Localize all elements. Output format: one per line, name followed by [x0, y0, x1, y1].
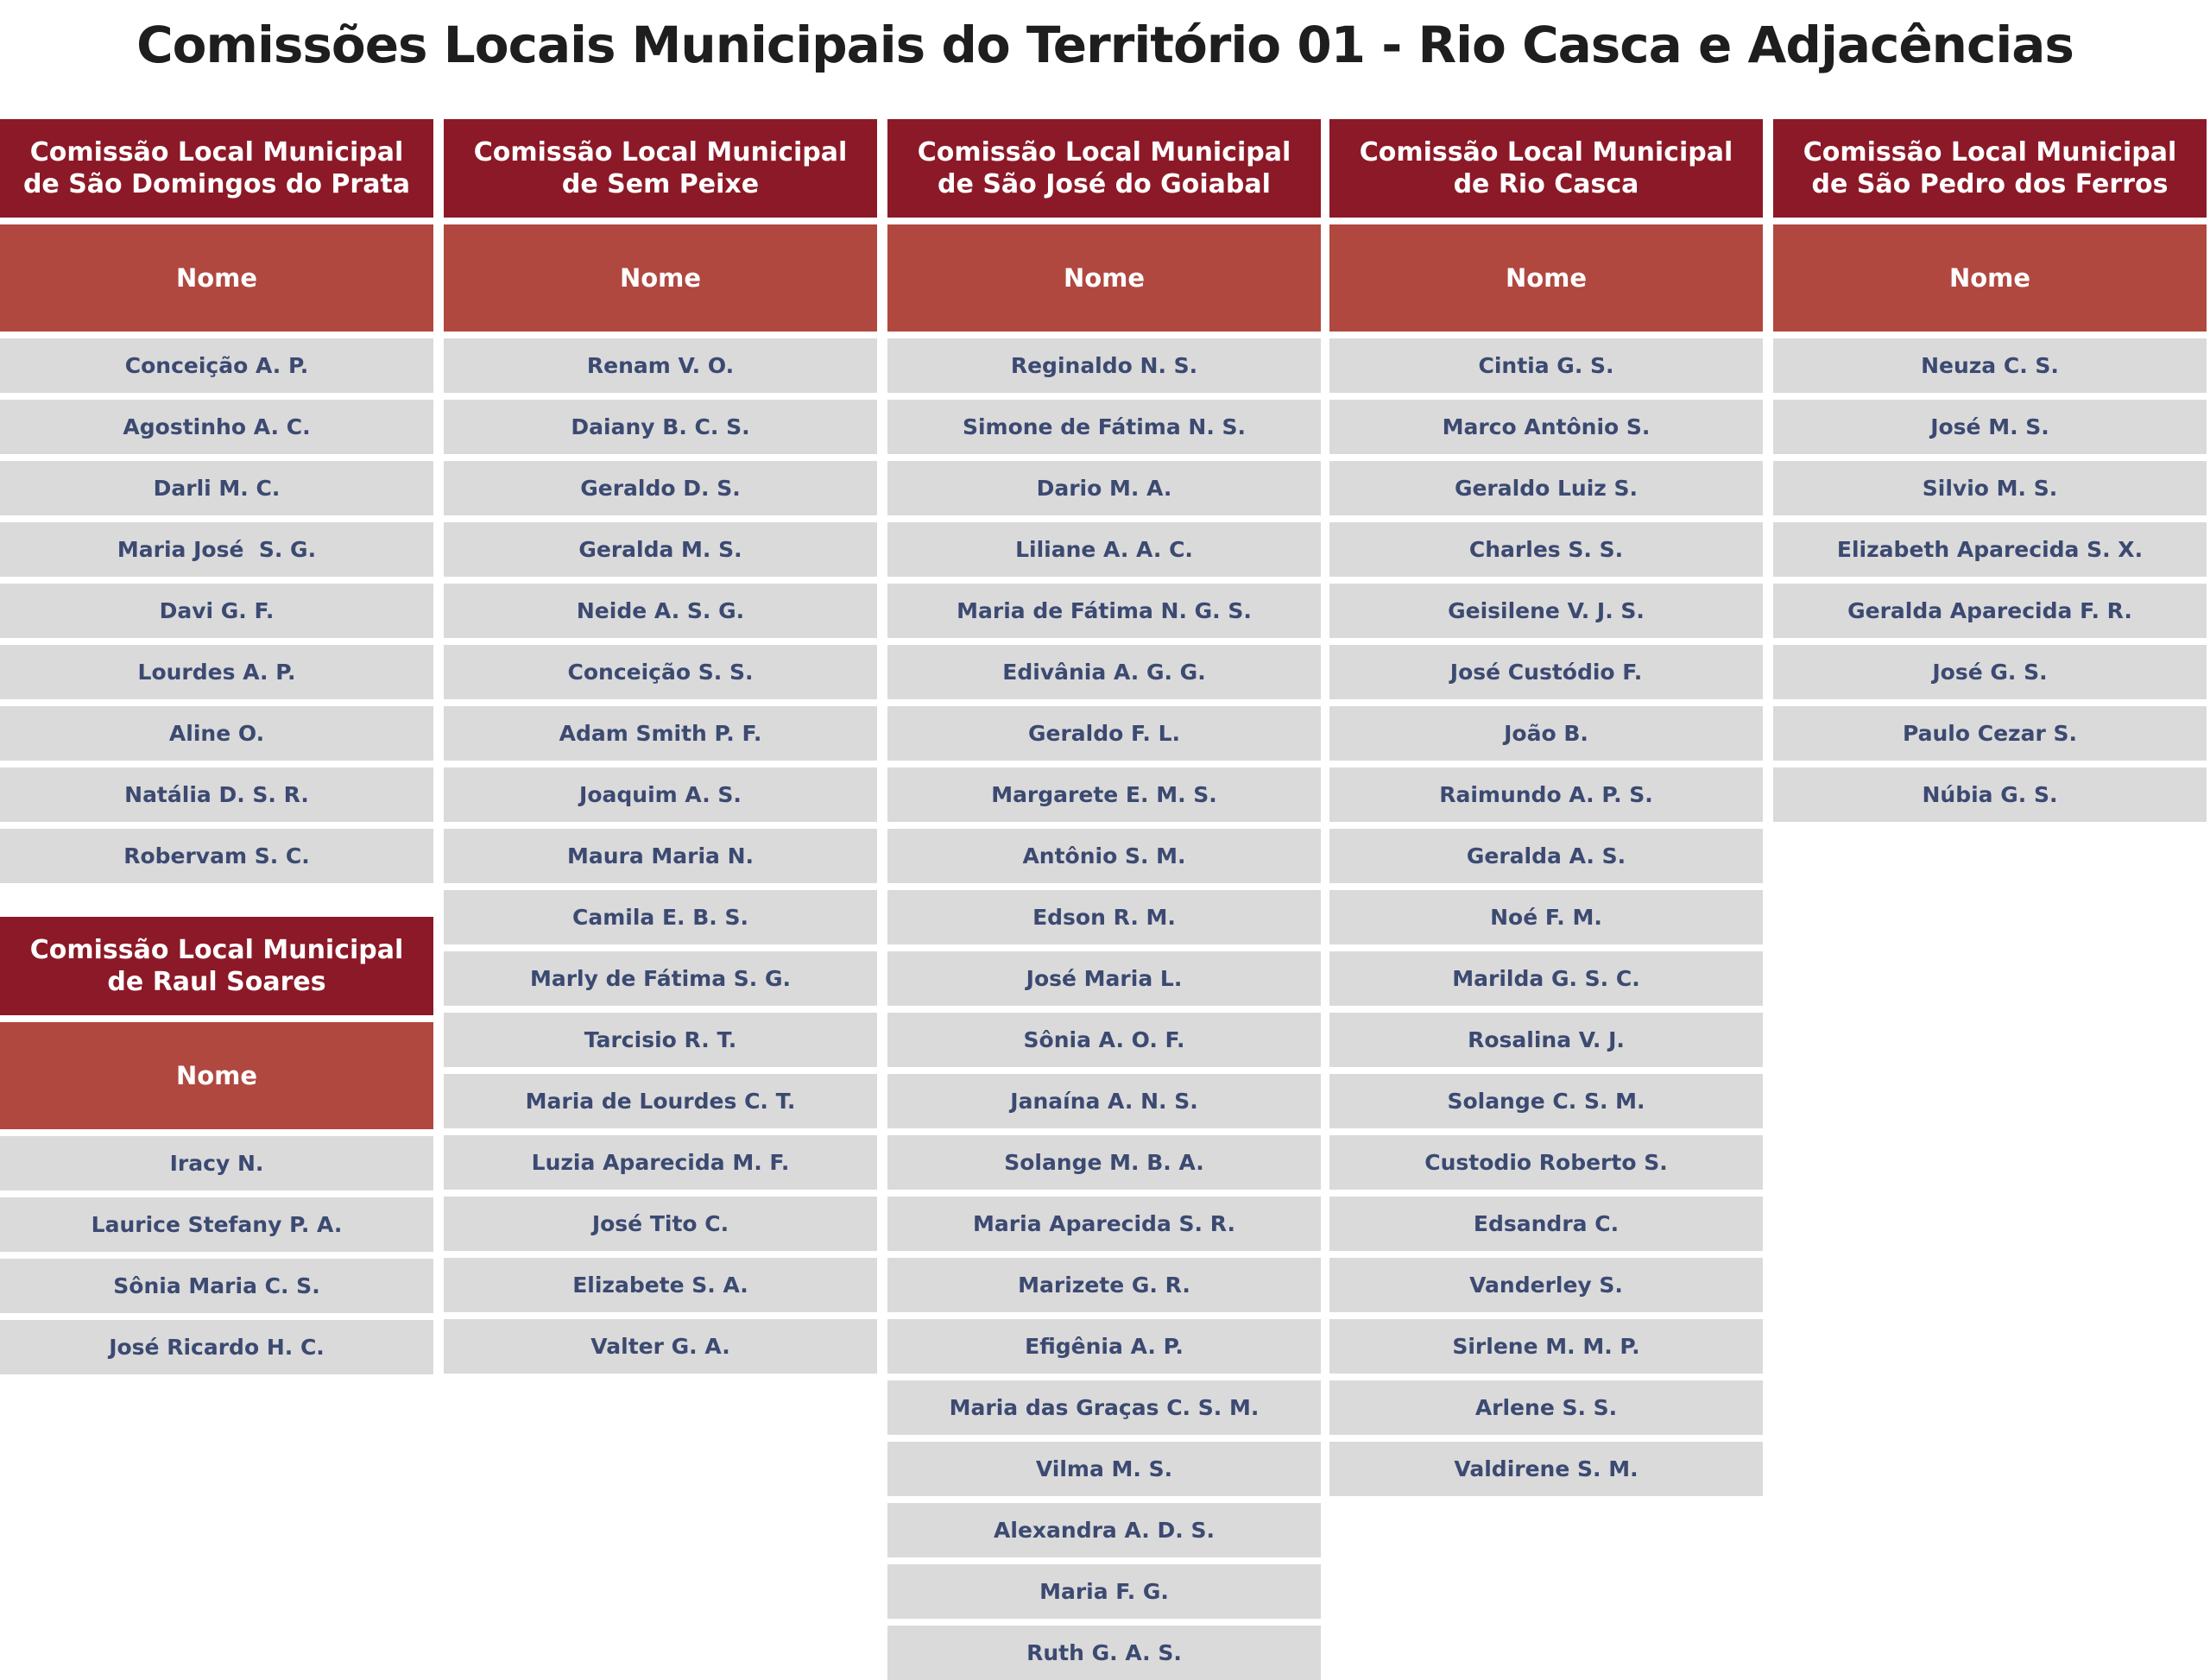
member-name-row: Joaquim A. S.: [444, 767, 877, 822]
commission-table-rio-casca: [1329, 119, 1763, 1496]
member-name-row: Efigênia A. P.: [887, 1319, 1321, 1374]
member-name-row: Maria Aparecida S. R.: [887, 1197, 1321, 1251]
member-name-row: Camila E. B. S.: [444, 890, 877, 944]
member-name-row: Daiany B. C. S.: [444, 400, 877, 454]
member-name-row: Laurice Stefany P. A.: [0, 1197, 433, 1252]
member-name-row: Geraldo F. L.: [887, 706, 1321, 761]
member-name-row: Adam Smith P. F.: [444, 706, 877, 761]
member-name-row: Renam V. O.: [444, 338, 877, 393]
member-name-row: Geralda Aparecida F. R.: [1773, 584, 2207, 638]
member-name-row: José M. S.: [1773, 400, 2207, 454]
municipality-header: Comissão Local Municipal de Sem Peixe: [444, 119, 877, 218]
member-name-row: Sirlene M. M. P.: [1329, 1319, 1763, 1374]
member-name-row: Cintia G. S.: [1329, 338, 1763, 393]
column-header-nome: Nome: [0, 224, 433, 332]
member-name-row: Geisilene V. J. S.: [1329, 584, 1763, 638]
member-name-row: Maura Maria N.: [444, 829, 877, 883]
member-name-row: Neuza C. S.: [1773, 338, 2207, 393]
column-header-nome: Nome: [1329, 224, 1763, 332]
member-name-row: Agostinho A. C.: [0, 400, 433, 454]
member-name-row: Marco Antônio S.: [1329, 400, 1763, 454]
member-name-row: Marilda G. S. C.: [1329, 951, 1763, 1006]
member-name-row: Aline O.: [0, 706, 433, 761]
member-name-row: Geraldo Luiz S.: [1329, 461, 1763, 515]
member-name-row: Ruth G. A. S.: [887, 1626, 1321, 1680]
member-name-row: Rosalina V. J.: [1329, 1013, 1763, 1067]
member-name-row: Solange M. B. A.: [887, 1135, 1321, 1190]
member-name-row: Edivânia A. G. G.: [887, 645, 1321, 699]
column-header-nome: Nome: [887, 224, 1321, 332]
member-name-row: Geralda M. S.: [444, 522, 877, 577]
page-title: Comissões Locais Municipais do Território 01 - Rio Casca e Adjacências: [136, 16, 2074, 74]
municipality-header: Comissão Local Municipal de São José do Goiabal: [887, 119, 1321, 218]
member-name-row: Lourdes A. P.: [0, 645, 433, 699]
commission-table-sao-jose-do-goiabal: [887, 119, 1321, 1680]
member-name-row: José Tito C.: [444, 1197, 877, 1251]
member-name-row: Sônia A. O. F.: [887, 1013, 1321, 1067]
member-name-row: Robervam S. C.: [0, 829, 433, 883]
commission-table-sem-peixe: [444, 119, 877, 1374]
member-name-row: Vanderley S.: [1329, 1258, 1763, 1312]
member-name-row: Edson R. M.: [887, 890, 1321, 944]
member-name-row: Darli M. C.: [0, 461, 433, 515]
member-name-row: Janaína A. N. S.: [887, 1074, 1321, 1128]
member-name-row: Núbia G. S.: [1773, 767, 2207, 822]
member-name-row: Geraldo D. S.: [444, 461, 877, 515]
member-name-row: Neide A. S. G.: [444, 584, 877, 638]
member-name-row: José Custódio F.: [1329, 645, 1763, 699]
member-name-row: Raimundo A. P. S.: [1329, 767, 1763, 822]
municipality-header: Comissão Local Municipal de São Domingos do Prata: [0, 119, 433, 218]
member-name-row: Liliane A. A. C.: [887, 522, 1321, 577]
member-name-row: Marly de Fátima S. G.: [444, 951, 877, 1006]
member-name-row: Iracy N.: [0, 1136, 433, 1191]
member-name-row: Valdirene S. M.: [1329, 1442, 1763, 1496]
member-name-row: Paulo Cezar S.: [1773, 706, 2207, 761]
member-name-row: José Maria L.: [887, 951, 1321, 1006]
member-name-row: Dario M. A.: [887, 461, 1321, 515]
column-header-nome: Nome: [0, 1022, 433, 1129]
member-name-row: Geralda A. S.: [1329, 829, 1763, 883]
member-name-row: Maria José S. G.: [0, 522, 433, 577]
member-name-row: Noé F. M.: [1329, 890, 1763, 944]
member-name-row: Silvio M. S.: [1773, 461, 2207, 515]
member-name-row: Simone de Fátima N. S.: [887, 400, 1321, 454]
member-name-row: Reginaldo N. S.: [887, 338, 1321, 393]
column-header-nome: Nome: [1773, 224, 2207, 332]
member-name-row: Margarete E. M. S.: [887, 767, 1321, 822]
member-name-row: Vilma M. S.: [887, 1442, 1321, 1496]
member-name-row: Conceição S. S.: [444, 645, 877, 699]
member-name-row: José Ricardo H. C.: [0, 1320, 433, 1374]
municipality-header: Comissão Local Municipal de Raul Soares: [0, 917, 433, 1015]
member-name-row: Antônio S. M.: [887, 829, 1321, 883]
member-name-row: José G. S.: [1773, 645, 2207, 699]
member-name-row: Natália D. S. R.: [0, 767, 433, 822]
member-name-row: Edsandra C.: [1329, 1197, 1763, 1251]
member-name-row: Maria F. G.: [887, 1564, 1321, 1619]
member-name-row: Arlene S. S.: [1329, 1380, 1763, 1435]
member-name-row: Solange C. S. M.: [1329, 1074, 1763, 1128]
member-name-row: Tarcisio R. T.: [444, 1013, 877, 1067]
municipality-header: Comissão Local Municipal de São Pedro dos Ferros: [1773, 119, 2207, 218]
member-name-row: Maria das Graças C. S. M.: [887, 1380, 1321, 1435]
member-name-row: Sônia Maria C. S.: [0, 1259, 433, 1313]
commission-table-sao-domingos-do-prata: [0, 119, 433, 883]
member-name-row: Conceição A. P.: [0, 338, 433, 393]
member-name-row: Custodio Roberto S.: [1329, 1135, 1763, 1190]
member-name-row: Elizabete S. A.: [444, 1258, 877, 1312]
municipality-header: Comissão Local Municipal de Rio Casca: [1329, 119, 1763, 218]
commission-table-raul-soares: [0, 917, 433, 1374]
member-name-row: Charles S. S.: [1329, 522, 1763, 577]
member-name-row: Maria de Fátima N. G. S.: [887, 584, 1321, 638]
column-header-nome: Nome: [444, 224, 877, 332]
member-name-row: Maria de Lourdes C. T.: [444, 1074, 877, 1128]
member-name-row: Valter G. A.: [444, 1319, 877, 1374]
commission-table-sao-pedro-dos-ferros: [1773, 119, 2207, 822]
member-name-row: Davi G. F.: [0, 584, 433, 638]
member-name-row: Elizabeth Aparecida S. X.: [1773, 522, 2207, 577]
member-name-row: Luzia Aparecida M. F.: [444, 1135, 877, 1190]
member-name-row: Marizete G. R.: [887, 1258, 1321, 1312]
member-name-row: João B.: [1329, 706, 1763, 761]
member-name-row: Alexandra A. D. S.: [887, 1503, 1321, 1557]
